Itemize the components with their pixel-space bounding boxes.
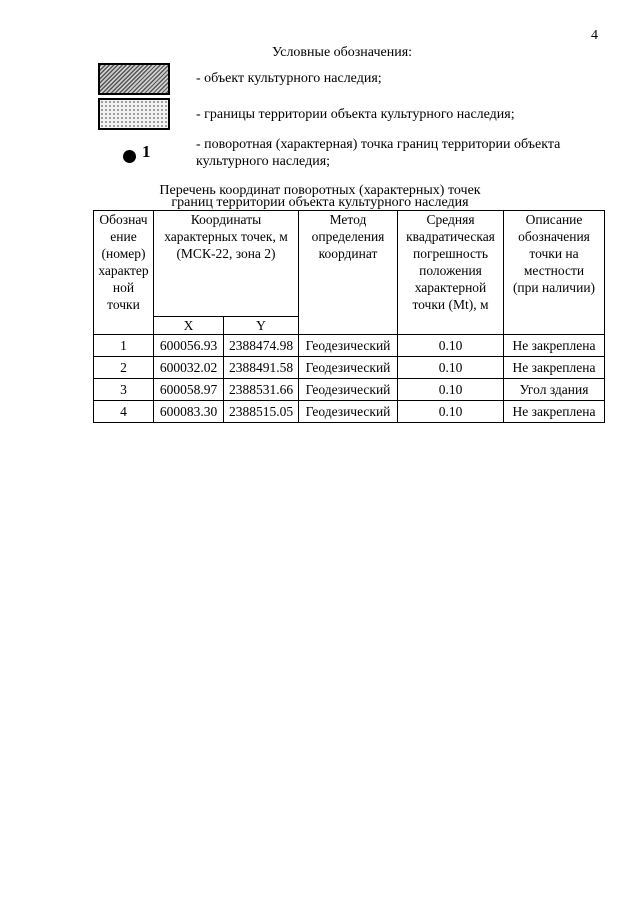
- header-designation: Обознач ение (номер) характер ной точки: [94, 211, 154, 335]
- page-number: 4: [591, 28, 598, 43]
- legend-item-heritage-object: - объект культурного наследия;: [196, 71, 382, 86]
- header-method: Метод определения координат: [299, 211, 398, 335]
- table-caption-line-1: Перечень координат поворотных (характерных) точек: [159, 183, 481, 198]
- header-coordinates: Координаты характерных точек, м (МСК-22, зона 2): [154, 211, 299, 317]
- header-mean-square-error: Средняя квадратическая погрешность положения характерной точки (Mt), м: [398, 211, 504, 335]
- header-x: X: [154, 317, 224, 335]
- table-row: 3 600058.97 2388531.66 Геодезический 0.10 Угол здания: [94, 379, 605, 401]
- table-row: 1 600056.93 2388474.98 Геодезический 0.10 Не закреплена: [94, 335, 605, 357]
- coordinates-table: [93, 210, 605, 423]
- header-description: Описание обозначения точки на местности (при наличии): [504, 211, 605, 335]
- legend-title: Условные обозначения:: [272, 45, 413, 60]
- point-marker-icon: [123, 150, 136, 163]
- header-y: Y: [224, 317, 299, 335]
- legend-item-turning-point: - поворотная (характерная) точка границ территории объекта культурного наследия;: [196, 137, 561, 169]
- heritage-object-swatch: [98, 63, 170, 95]
- table-caption-line-2: границ территории объекта культурного наследия: [171, 195, 469, 210]
- table-row: 4 600083.30 2388515.05 Геодезический 0.10 Не закреплена: [94, 401, 605, 423]
- table-row: 2 600032.02 2388491.58 Геодезический 0.10 Не закреплена: [94, 357, 605, 379]
- legend-item-territory-boundary: - границы территории объекта культурного наследия;: [196, 107, 515, 122]
- territory-boundary-swatch: [98, 98, 170, 130]
- point-marker-label: 1: [142, 142, 151, 161]
